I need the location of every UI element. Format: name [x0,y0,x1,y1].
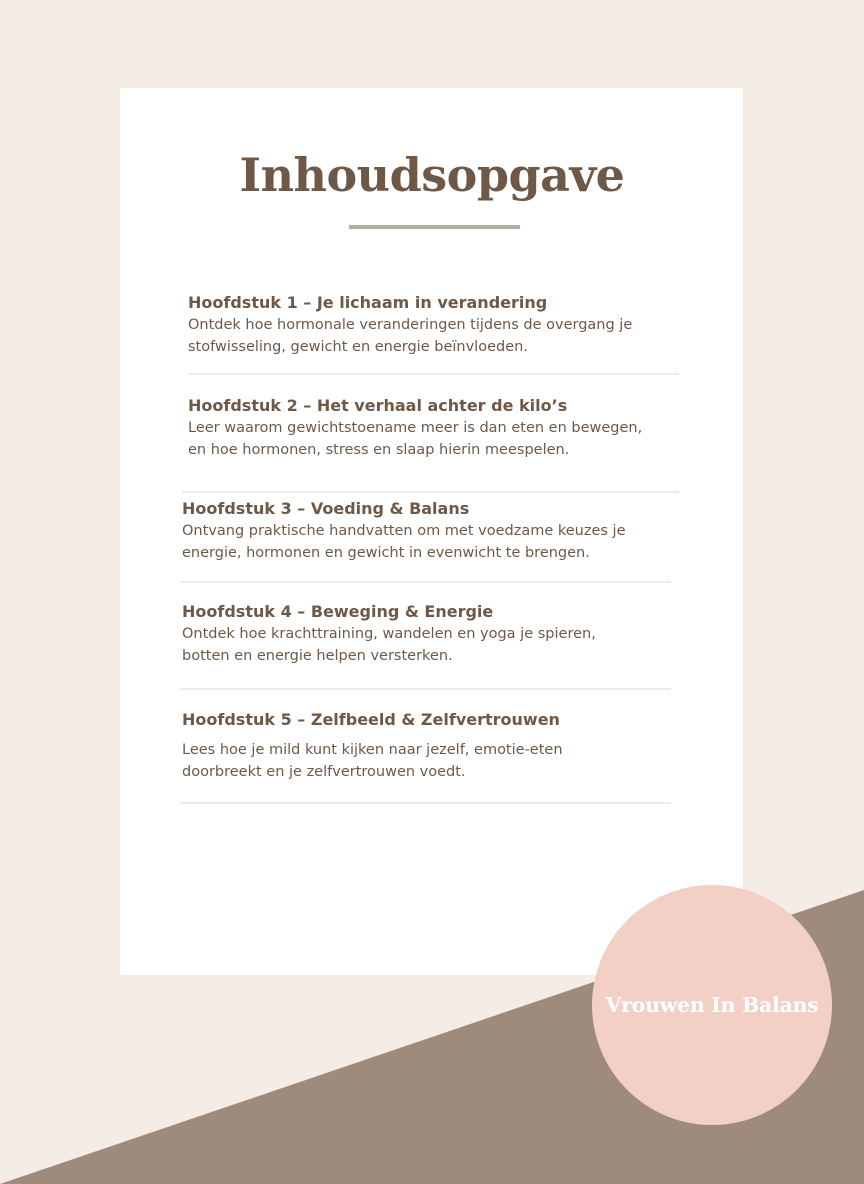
chapter-2 [188,395,642,461]
chapter-description-line: Lees hoe je mild kunt kijken naar jezelf, emotie-eten [182,742,563,758]
page-title: Inhoudsopgave [239,148,625,202]
chapter-heading: Hoofdstuk 3 – Voeding & Balans [182,499,470,518]
chapter-divider [188,373,679,375]
title-underline [349,225,520,229]
chapter-divider [180,688,671,690]
brand-badge [592,885,832,1125]
chapter-description-line: stofwisseling, gewicht en energie beïnvloeden. [188,339,528,355]
chapter-description-line: doorbreekt en je zelfvertrouwen voedt. [182,764,466,780]
chapter-description-line: Ontdek hoe krachttraining, wandelen en yoga je spieren, [182,626,596,642]
chapter-description-line: energie, hormonen en gewicht in evenwicht te brengen. [182,545,590,561]
chapter-description-line: en hoe hormonen, stress en slaap hierin meespelen. [188,442,570,458]
chapter-5 [182,709,563,783]
chapter-divider [180,802,671,804]
chapter-description-line: Ontdek hoe hormonale veranderingen tijdens de overgang je [188,317,633,333]
chapter-heading: Hoofdstuk 2 – Het verhaal achter de kilo’s [188,396,568,415]
chapter-description-line: botten en energie helpen versterken. [182,648,453,664]
chapter-4 [182,601,596,667]
chapter-3 [182,498,626,564]
chapter-description-line: Leer waarom gewichtstoename meer is dan eten en bewegen, [188,420,643,436]
chapter-heading: Hoofdstuk 5 – Zelfbeeld & Zelfvertrouwen [182,710,560,729]
brand-name: Vrouwen In Balans [605,993,819,1017]
chapter-1 [188,292,632,358]
chapter-description-line: Ontvang praktische handvatten om met voedzame keuzes je [182,523,626,539]
chapter-heading: Hoofdstuk 4 – Beweging & Energie [182,602,494,621]
chapter-divider [182,491,679,493]
chapter-divider [180,581,671,583]
chapter-heading: Hoofdstuk 1 – Je lichaam in verandering [188,293,548,312]
